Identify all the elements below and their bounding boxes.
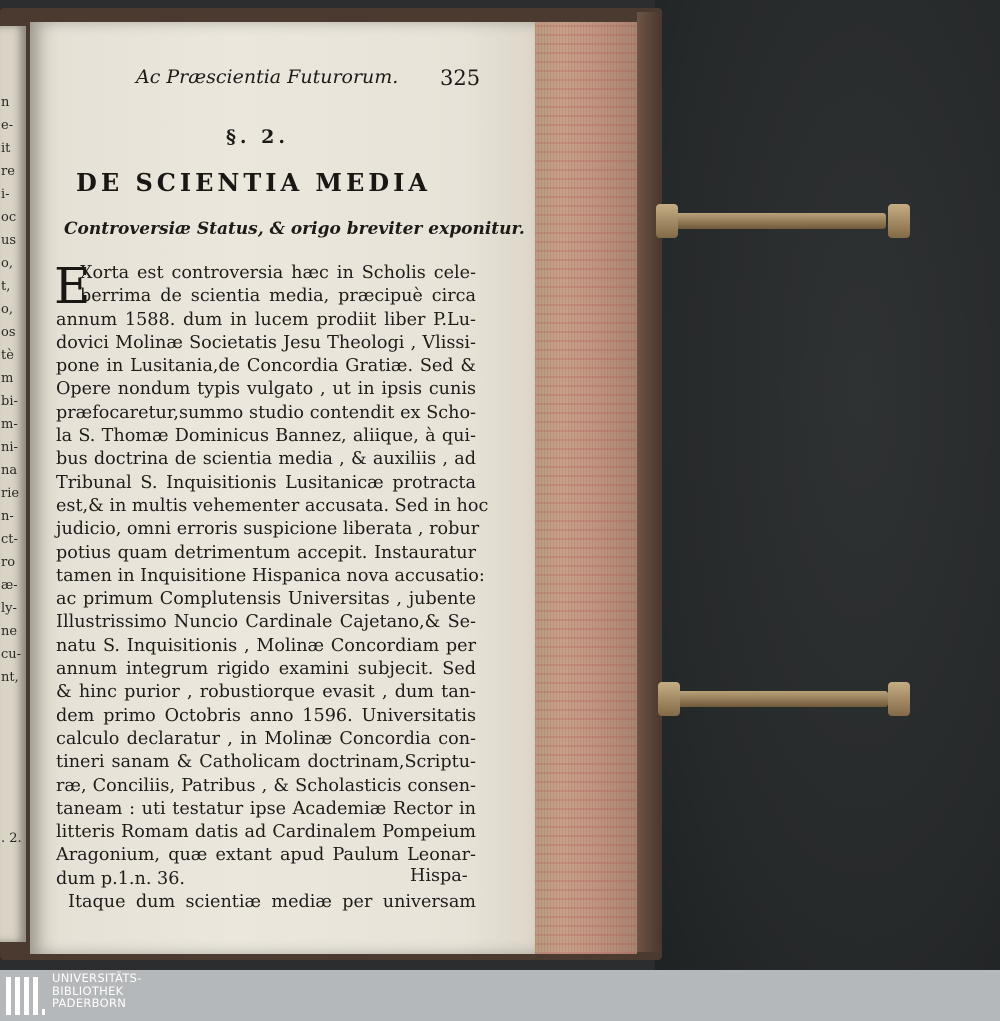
text-line: Tribunal S. Inquisitionis Lusitanicæ protracta xyxy=(56,472,476,493)
library-name xyxy=(52,972,142,1010)
upper-clasp xyxy=(656,204,910,238)
body-text xyxy=(54,257,489,914)
text-line: bus doctrina de scientia media , & auxiliis , ad xyxy=(56,449,476,470)
text-line: judicio, omni erroris suspicione liberata , robur xyxy=(56,519,480,540)
left-page-fragment: e- xyxy=(1,118,14,133)
left-page-fragment: us xyxy=(1,233,17,248)
left-page-fragment: ct- xyxy=(1,532,18,547)
left-page-fragment: o, xyxy=(1,302,13,317)
text-line: tamen in Inquisitione Hispanica nova accusatio: xyxy=(56,565,485,586)
left-page-fragment: os xyxy=(1,325,16,340)
text-line: natu S. Inquisitionis , Molinæ Concordiam per xyxy=(56,635,476,656)
left-page-fragment: tè xyxy=(1,348,14,363)
text-line: litteris Romam datis ad Cardinalem Pompeium xyxy=(56,822,476,843)
text-line: potius quam detrimentum accepit. Instauratur xyxy=(56,542,476,563)
drop-cap: E xyxy=(54,257,91,315)
section-mark: §. 2. xyxy=(226,126,290,148)
left-page-fragment: oc xyxy=(1,210,17,225)
book-board-edge xyxy=(637,12,661,952)
text-line: Aragonium, quæ extant apud Paulum Leonar- xyxy=(56,845,476,866)
chapter-subtitle: Controversiæ Status, & origo breviter exponitur. xyxy=(64,219,525,239)
left-page-fragment: n xyxy=(1,95,10,110)
left-page-fragment: i- xyxy=(1,187,10,202)
text-line: ræ, Conciliis, Patribus , & Scholasticis consen- xyxy=(56,775,476,796)
text-line: Itaque dum scientiæ mediæ per universam xyxy=(68,892,476,913)
left-page-fragment: bi- xyxy=(1,394,18,409)
text-line: Opere nondum typis vulgato , ut in ipsis cunis xyxy=(56,379,476,400)
text-line: berrima de scientia media, præcipuè circa xyxy=(80,286,476,307)
text-line: tineri sanam & Catholicam doctrinam,Scriptu- xyxy=(56,752,476,773)
left-page-fragment: ne xyxy=(1,624,18,639)
left-page-fragment: æ- xyxy=(1,578,18,593)
page-fore-edge xyxy=(532,22,637,954)
text-line: Illustrissimo Nuncio Cardinale Cajetano,& Se- xyxy=(56,612,476,633)
library-name-line: BIBLIOTHEK xyxy=(52,983,124,998)
library-name-line: UNIVERSITÄTS- xyxy=(52,971,142,985)
left-page-fragment: na xyxy=(1,463,18,478)
left-page-fragment: t, xyxy=(1,279,11,294)
chapter-title: DE SCIENTIA MEDIA xyxy=(76,168,431,197)
left-page-fragment: o, xyxy=(1,256,13,271)
left-page-fragment: nt, xyxy=(1,670,19,685)
text-line: est,& in multis vehementer accusata. Sed in hoc xyxy=(56,495,489,516)
text-line: Xorta est controversia hæc in Scholis cele- xyxy=(80,263,476,283)
library-banner xyxy=(0,970,1000,1021)
previous-page-edge xyxy=(0,26,26,942)
left-page-fragment: ly- xyxy=(1,601,17,616)
library-logo-icon xyxy=(6,977,46,1015)
running-head: Ac Præscientia Futurorum. xyxy=(136,66,399,88)
left-page-fragment: . 2. xyxy=(1,831,22,846)
left-page-fragment: rie xyxy=(1,486,20,501)
text-line: calculo declaratur , in Molinæ Concordia con- xyxy=(56,728,476,749)
lower-clasp xyxy=(658,682,912,716)
text-line: la S. Thomæ Dominicus Bannez, aliique, à qui- xyxy=(56,426,476,447)
background-cloth xyxy=(655,0,1000,970)
left-page-fragment: cu- xyxy=(1,647,22,662)
text-line: & hinc purior , robustiorque evasit , dum tan- xyxy=(56,682,476,703)
text-line: taneam : uti testatur ipse Academiæ Rector in xyxy=(56,798,476,819)
text-line: annum integrum rigido examini subjecit. Sed xyxy=(56,659,476,680)
left-page-fragment: re xyxy=(1,164,15,179)
left-page-fragment: m- xyxy=(1,417,18,432)
left-page-fragment: ro xyxy=(1,555,16,570)
library-name-line: PADERBORN xyxy=(52,996,127,1010)
text-line: annum 1588. dum in lucem prodiit liber P.Lu- xyxy=(56,309,476,330)
text-line: præfocaretur,summo studio contendit ex Scho- xyxy=(56,402,476,423)
left-page-fragment: m xyxy=(1,371,14,386)
text-line: dum p.1.n. 36. xyxy=(56,868,186,889)
left-page-fragment: ni- xyxy=(1,440,18,455)
text-line: pone in Lusitania,de Concordia Gratiæ. Sed & xyxy=(56,356,476,377)
text-line: ac primum Complutensis Universitas , jubente xyxy=(56,589,476,610)
text-line: dovici Molinæ Societatis Jesu Theologi , Vlissi- xyxy=(56,332,476,353)
left-page-fragment: it xyxy=(1,141,11,156)
left-page-fragment: n- xyxy=(1,509,14,524)
text-line: dem primo Octobris anno 1596. Universitatis xyxy=(56,705,476,726)
page-number: 325 xyxy=(440,66,481,90)
catch-word: Hispa- xyxy=(410,866,468,886)
